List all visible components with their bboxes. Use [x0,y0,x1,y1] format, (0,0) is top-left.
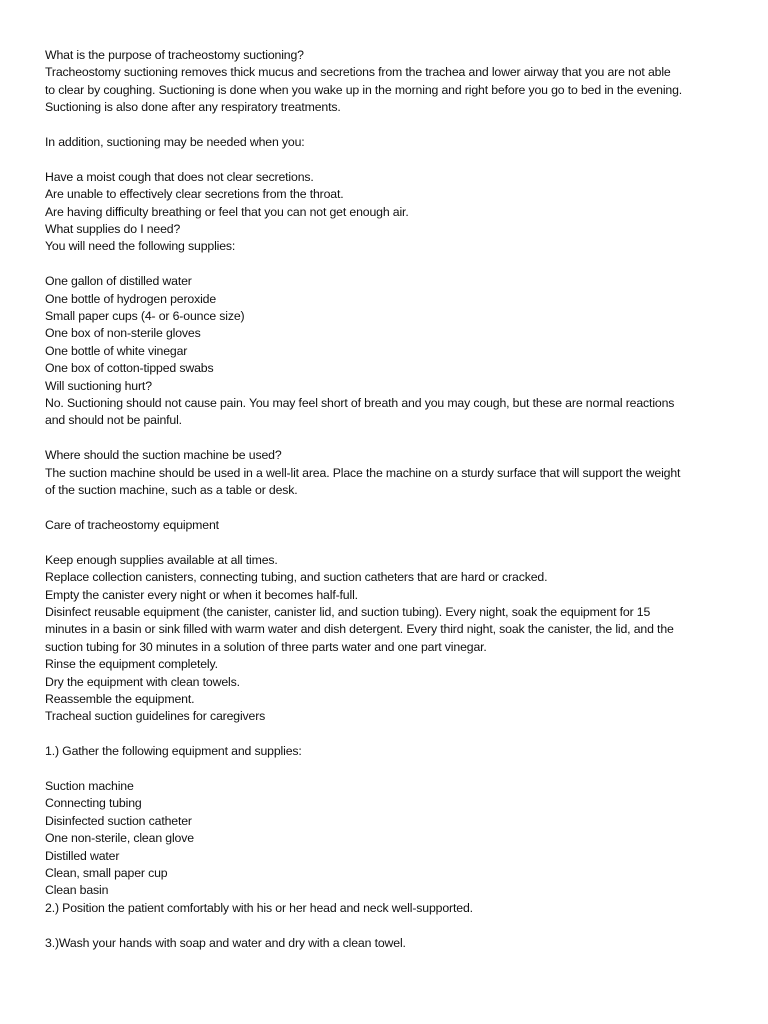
list-item: Have a moist cough that does not clear secretions. [45,169,314,184]
blank-line [45,117,735,134]
list-item: One non-sterile, clean glove [45,831,194,846]
blank-line [45,256,735,273]
paragraph-line: Tracheostomy suctioning removes thick mucus and secretions from the trachea and lower airway that you are not able [45,65,671,80]
list-item: One bottle of hydrogen peroxide [45,291,217,306]
list-item: Keep enough supplies available at all times. [45,552,278,567]
list-item: Empty the canister every night or when it becomes half-full. [45,587,358,602]
list-item: suction tubing for 30 minutes in a solution of three parts water and one part vinegar. [45,639,487,654]
blank-line [45,534,735,551]
list-item: Clean basin [45,883,109,898]
paragraph-line: In addition, suctioning may be needed when you: [45,135,305,150]
list-item: One box of non-sterile gloves [45,326,201,341]
paragraph-line: You will need the following supplies: [45,239,236,254]
list-item: Are having difficulty breathing or feel that you can not get enough air. [45,204,409,219]
blank-line [45,500,735,517]
list-item: minutes in a basin or sink filled with warm water and dish detergent. Every third night, soak the canister, the lid, and the [45,622,674,637]
list-item: Replace collection canisters, connecting tubing, and suction catheters that are hard or cracked. [45,570,548,585]
list-item: One box of cotton-tipped swabs [45,361,214,376]
blank-line [45,151,735,168]
list-item: One gallon of distilled water [45,274,192,289]
list-item: One bottle of white vinegar [45,343,188,358]
list-item: Are unable to effectively clear secretions from the throat. [45,187,344,202]
paragraph-line: No. Suctioning should not cause pain. You may feel short of breath and you may cough, but these are normal reactions [45,396,675,411]
paragraph-line: The suction machine should be used in a well-lit area. Place the machine on a sturdy surface that will support the weight [45,465,681,480]
section-heading: Tracheal suction guidelines for caregivers [45,709,266,724]
paragraph-line: to clear by coughing. Suctioning is done when you wake up in the morning and right before you go to bed in the evening. [45,82,683,97]
list-item: Reassemble the equipment. [45,691,195,706]
list-item: Suction machine [45,778,134,793]
paragraph-line: and should not be painful. [45,413,182,428]
list-item: Connecting tubing [45,796,142,811]
list-item: Clean, small paper cup [45,865,168,880]
step-line: 2.) Position the patient comfortably with his or her head and neck well-supported. [45,900,473,915]
paragraph-line: Suctioning is also done after any respiratory treatments. [45,100,341,115]
question-heading: Will suctioning hurt? [45,378,152,393]
paragraph-line: of the suction machine, such as a table or desk. [45,483,298,498]
question-heading: What is the purpose of tracheostomy suctioning? [45,48,304,62]
step-line: 3.)Wash your hands with soap and water and dry with a clean towel. [45,935,406,950]
list-item: Rinse the equipment completely. [45,657,218,672]
blank-line [45,430,735,447]
question-heading: Where should the suction machine be used? [45,448,282,463]
blank-line [45,726,735,743]
step-line: 1.) Gather the following equipment and supplies: [45,744,302,759]
list-item: Disinfect reusable equipment (the canister, canister lid, and suction tubing). Every night, soak the equipment for 15 [45,604,651,619]
list-item: Small paper cups (4- or 6-ounce size) [45,309,245,324]
document-page [45,47,735,952]
list-item: Distilled water [45,848,120,863]
list-item: Dry the equipment with clean towels. [45,674,240,689]
blank-line [45,761,735,778]
blank-line [45,917,735,934]
section-heading: Care of tracheostomy equipment [45,517,219,532]
list-item: Disinfected suction catheter [45,813,192,828]
question-heading: What supplies do I need? [45,222,181,237]
